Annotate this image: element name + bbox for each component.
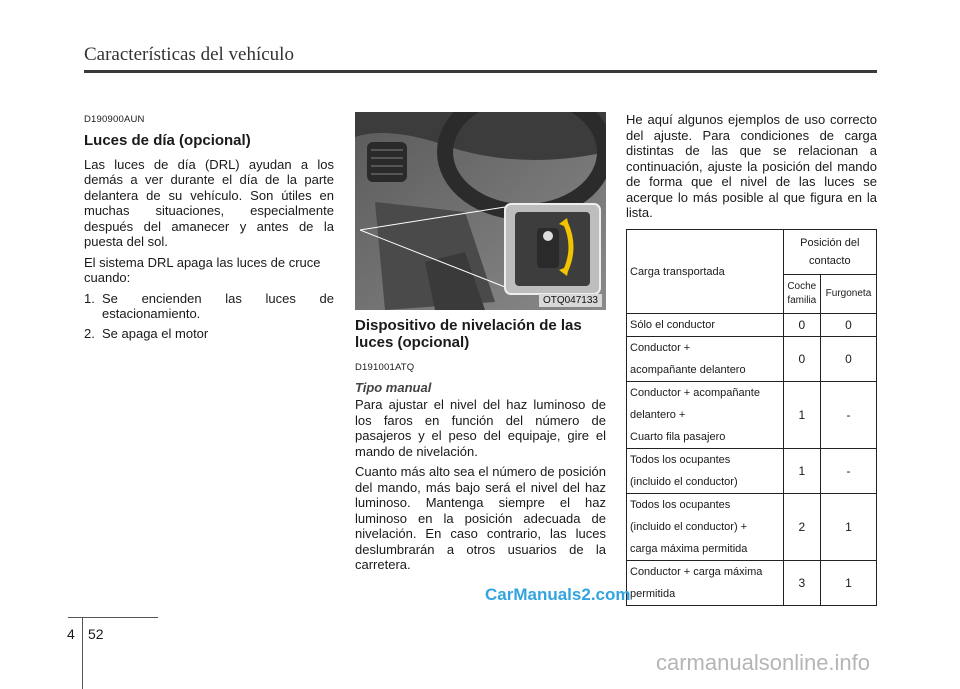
dashboard-illustration	[355, 112, 606, 310]
photo-caption: OTQ047133	[539, 294, 602, 307]
heading-headlight-leveling: Dispositivo de nivelación de las luces (opcional)	[355, 317, 582, 351]
row-value-coche: 0	[783, 314, 820, 337]
row-label-line: Cuarto fila pasajero	[630, 431, 726, 443]
row-value-furgoneta: 0	[820, 337, 876, 382]
page-number: 52	[88, 626, 104, 642]
table-row	[627, 337, 877, 382]
heading-daytime-lights: Luces de día (opcional)	[84, 131, 251, 149]
leveling-paragraph-1: Para ajustar el nivel del haz luminoso de los faros en función del número de pasajeros y el peso del equipaje, gire el mando de nivelación.	[355, 397, 606, 459]
row-value-coche: 0	[783, 337, 820, 382]
leveling-paragraph-2: Cuanto más alto sea el número de posición del mando, más bajo será el nivel del haz luminoso. Mantenga siempre el haz luminoso en la posición adecuada de nivelación. En caso contrario, las luces deslumbrarán a otros usuarios de la carretera.	[355, 464, 606, 572]
list-item	[84, 291, 334, 322]
row-label-line: Conductor + carga máxima	[630, 566, 763, 578]
row-label-line: Todos los ocupantes	[630, 499, 731, 511]
row-label-line: delantero +	[630, 409, 686, 421]
table-row	[627, 314, 877, 337]
row-label-line: Conductor + acompañante	[630, 387, 760, 399]
table-header-coche: Coche familia	[783, 275, 820, 314]
row-value-furgoneta: 1	[820, 494, 876, 561]
list-number: 2.	[84, 325, 95, 341]
section-code-leveling: D191001ATQ	[355, 362, 415, 373]
middle-column	[355, 317, 606, 578]
row-label-line: Conductor +	[630, 342, 691, 354]
drl-paragraph-1: Las luces de día (DRL) ayudan a los demás a ver durante el día de la parte delantera de su vehículo. Son útiles en muchas situaciones, especialmente después del amanecer y antes de la puesta del sol.	[84, 156, 334, 249]
row-value-coche: 2	[783, 494, 820, 561]
row-label-line: Todos los ocupantes	[630, 454, 731, 466]
subheading-manual-type: Tipo manual	[355, 379, 432, 395]
list-item	[84, 326, 334, 342]
watermark-carmanuals2[interactable]: CarManuals2.com	[485, 585, 631, 604]
row-label-line: permitida	[630, 588, 676, 600]
footer-divider	[82, 617, 83, 689]
row-label-line: (incluido el conductor) +	[630, 521, 748, 533]
row-label-line: Sólo el conductor	[630, 319, 715, 331]
row-label-line: acompañante delantero	[630, 364, 746, 376]
row-value-coche: 1	[783, 449, 820, 494]
right-column	[626, 112, 877, 226]
watermark-carmanualsonline[interactable]: carmanualsonline.info	[656, 650, 871, 675]
leveling-knob-photo	[355, 112, 606, 310]
table-header-furgoneta: Furgoneta	[820, 275, 876, 314]
row-label-line: (incluido el conductor)	[630, 476, 738, 488]
list-text: Se encienden las luces de estacionamiento.	[102, 290, 334, 321]
list-number: 1.	[84, 290, 95, 306]
section-code-drl: D190900AUN	[84, 114, 145, 125]
table-header-position: Posición del contacto	[783, 230, 876, 275]
page-section-number: 4	[67, 626, 75, 642]
drl-paragraph-2: El sistema DRL apaga las luces de cruce cuando:	[84, 254, 321, 285]
row-label-line: carga máxima permitida	[630, 543, 748, 555]
table-row	[627, 494, 877, 561]
row-value-furgoneta: -	[820, 382, 876, 449]
table-header-load: Carga transportada	[627, 230, 784, 314]
table-row	[627, 449, 877, 494]
row-value-furgoneta: -	[820, 449, 876, 494]
left-column	[84, 112, 334, 345]
row-value-furgoneta: 1	[820, 561, 876, 606]
table-row	[627, 561, 877, 606]
list-text: Se apaga el motor	[102, 325, 209, 341]
table-intro-paragraph: He aquí algunos ejemplos de uso correcto del ajuste. Para condiciones de carga distintas de las que se relacionan a continuación, ajuste la posición del mando de forma que el nivel de las luces se acerque lo más posible al que figura en la lista.	[626, 112, 877, 220]
page-header-title: Características del vehículo	[84, 44, 294, 65]
load-position-table	[626, 229, 877, 606]
row-value-coche: 3	[783, 561, 820, 606]
header-rule	[84, 70, 877, 73]
row-value-furgoneta: 0	[820, 314, 876, 337]
row-value-coche: 1	[783, 382, 820, 449]
table-row	[627, 382, 877, 449]
